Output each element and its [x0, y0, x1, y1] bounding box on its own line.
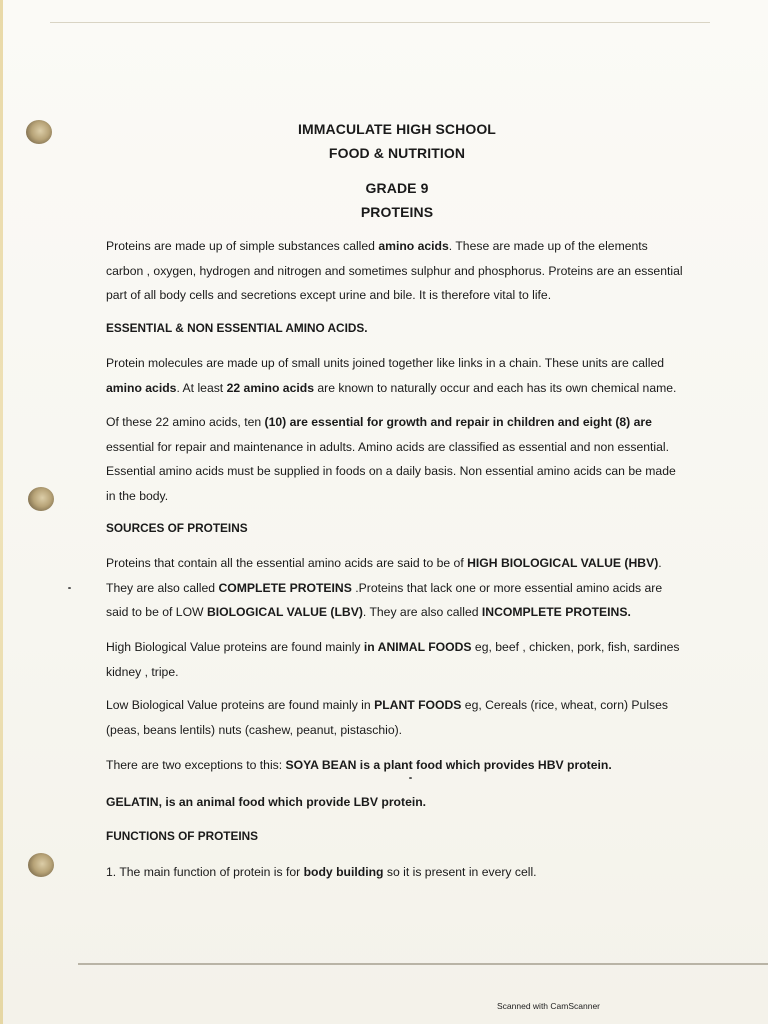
section-heading-amino-acids: ESSENTIAL & NON ESSENTIAL AMINO ACIDS.	[106, 321, 368, 335]
paper-edge	[0, 0, 3, 1024]
section-heading-functions: FUNCTIONS OF PROTEINS	[106, 829, 259, 843]
essential-amino-acids-paragraph: Of these 22 amino acids, ten (10) are essential for growth and repair in children and eight (8) are essential for repair and maintenance in adults. Amino acids are classified as essential and non essential. Essential amino acids must be supplied in foods on a daily basis. Non essential amino acids can be made in the body.	[106, 415, 676, 503]
function-item-1: 1. The main function of protein is for body building so it is present in every cell.	[106, 865, 537, 879]
scanner-watermark: Scanned with CamScanner	[497, 1001, 601, 1011]
school-name: IMMACULATE HIGH SCHOOL	[298, 121, 496, 137]
scan-speck	[68, 587, 71, 589]
subject-title: FOOD & NUTRITION	[328, 145, 466, 161]
exceptions-gelatin-paragraph: GELATIN, is an animal food which provide LBV protein.	[106, 795, 427, 809]
amino-acids-paragraph: Protein molecules are made up of small units joined together like links in a chain. These units are called amino acids. At least 22 amino acids are known to naturally occur and each has its own chemical name.	[106, 356, 677, 395]
punch-hole-icon	[28, 853, 54, 877]
lbv-sources-paragraph: Low Biological Value proteins are found mainly in PLANT FOODS eg, Cereals (rice, wheat, corn) Pulses (peas, beans lentils) nuts (cashew, peanut, pistaschio).	[106, 698, 668, 737]
section-heading-sources: SOURCES OF PROTEINS	[106, 521, 248, 535]
hbv-sources-paragraph: High Biological Value proteins are found mainly in ANIMAL FOODS eg, beef , chicken, pork, fish, sardines kidney , tripe.	[106, 640, 680, 679]
grade-title: GRADE 9	[365, 180, 429, 196]
top-border-line	[50, 22, 710, 23]
exceptions-soya-paragraph: There are two exceptions to this: SOYA BEAN is a plant food which provides HBV protein.	[106, 758, 612, 772]
bottom-border-line	[78, 963, 768, 965]
intro-paragraph: Proteins are made up of simple substances called amino acids. These are made up of the elements carbon , oxygen, hydrogen and nitrogen and sometimes sulphur and phosphorus. Proteins are an essential part of all body cells and secretions except urine and bile. It is therefore vital to life.	[106, 239, 683, 302]
punch-hole-icon	[28, 487, 54, 511]
biological-value-paragraph: Proteins that contain all the essential amino acids are said to be of HIGH BIOLOGICAL VALUE (HBV). They are also called COMPLETE PROTEINS .Proteins that lack one or more essential amino acids are said to be of LOW BIOLOGICAL VALUE (LBV). They are also called INCOMPLETE PROTEINS.	[106, 556, 663, 619]
topic-title: PROTEINS	[360, 204, 434, 220]
